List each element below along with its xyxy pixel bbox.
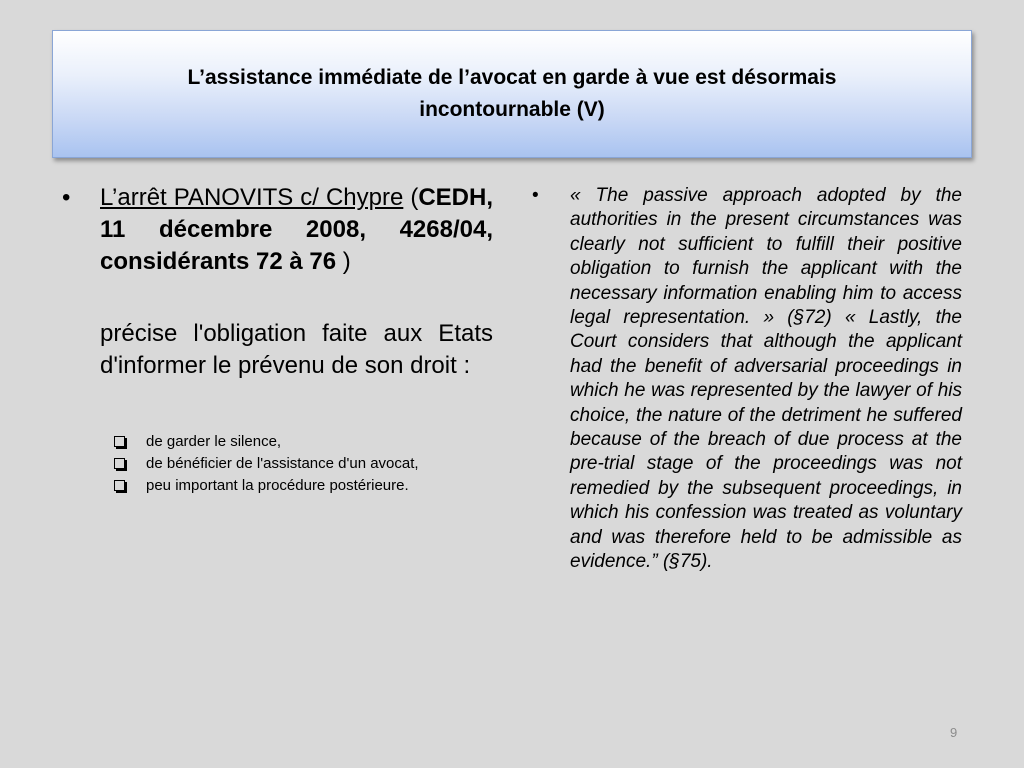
- rights-list: [60, 432, 493, 496]
- case-name: L’arrêt PANOVITS c/ Chypre: [100, 184, 404, 211]
- page-number: 9: [950, 725, 958, 740]
- case-citation: CEDH, 11 décembre 2008, 4268/04, considérants 72 à 76: [100, 184, 493, 275]
- open-paren: (: [410, 184, 419, 211]
- quote-bullet: [530, 184, 962, 575]
- checkbox-bullet-icon: [114, 480, 125, 491]
- checkbox-bullet-icon: [114, 458, 125, 469]
- slide-title: L’assistance immédiate de l’avocat en garde à vue est désormais incontournable (V): [187, 66, 837, 121]
- obligation-paragraph: précise l'obligation faite aux Etats d'informer le prévenu de son droit :: [100, 320, 493, 379]
- list-item-text: de garder le silence,: [146, 433, 282, 450]
- list-item: [112, 432, 493, 452]
- list-item-text: peu important la procédure postérieure.: [146, 477, 409, 494]
- bullet-icon: •: [62, 184, 71, 211]
- close-paren: ): [336, 248, 351, 275]
- list-item: [112, 454, 493, 474]
- left-column: [60, 182, 493, 498]
- bullet-icon: •: [532, 185, 539, 206]
- title-box: [52, 30, 972, 158]
- court-quote: « The passive approach adopted by the authorities in the present circumstances was clearly not sufficient to fulfill their positive obligation to furnish the applicant with the necessary information enabling him to access legal representation. » (§72) « Lastly, the Court considers that although the applicant had the benefit of adversarial proceedings in which he was represented by the lawyer of his choice, the nature of the detriment he suffered because of the breach of due process at the pre-trial stage of the proceedings was not remedied by the subsequent proceedings, in which his confession was treated as voluntary and was therefore held to be admissible as evidence.” (§75).: [570, 185, 962, 573]
- list-item: [112, 476, 493, 496]
- checkbox-bullet-icon: [114, 436, 125, 447]
- right-column: [530, 184, 962, 575]
- case-bullet: [60, 182, 493, 278]
- list-item-text: de bénéficier de l'assistance d'un avocat,: [146, 455, 419, 472]
